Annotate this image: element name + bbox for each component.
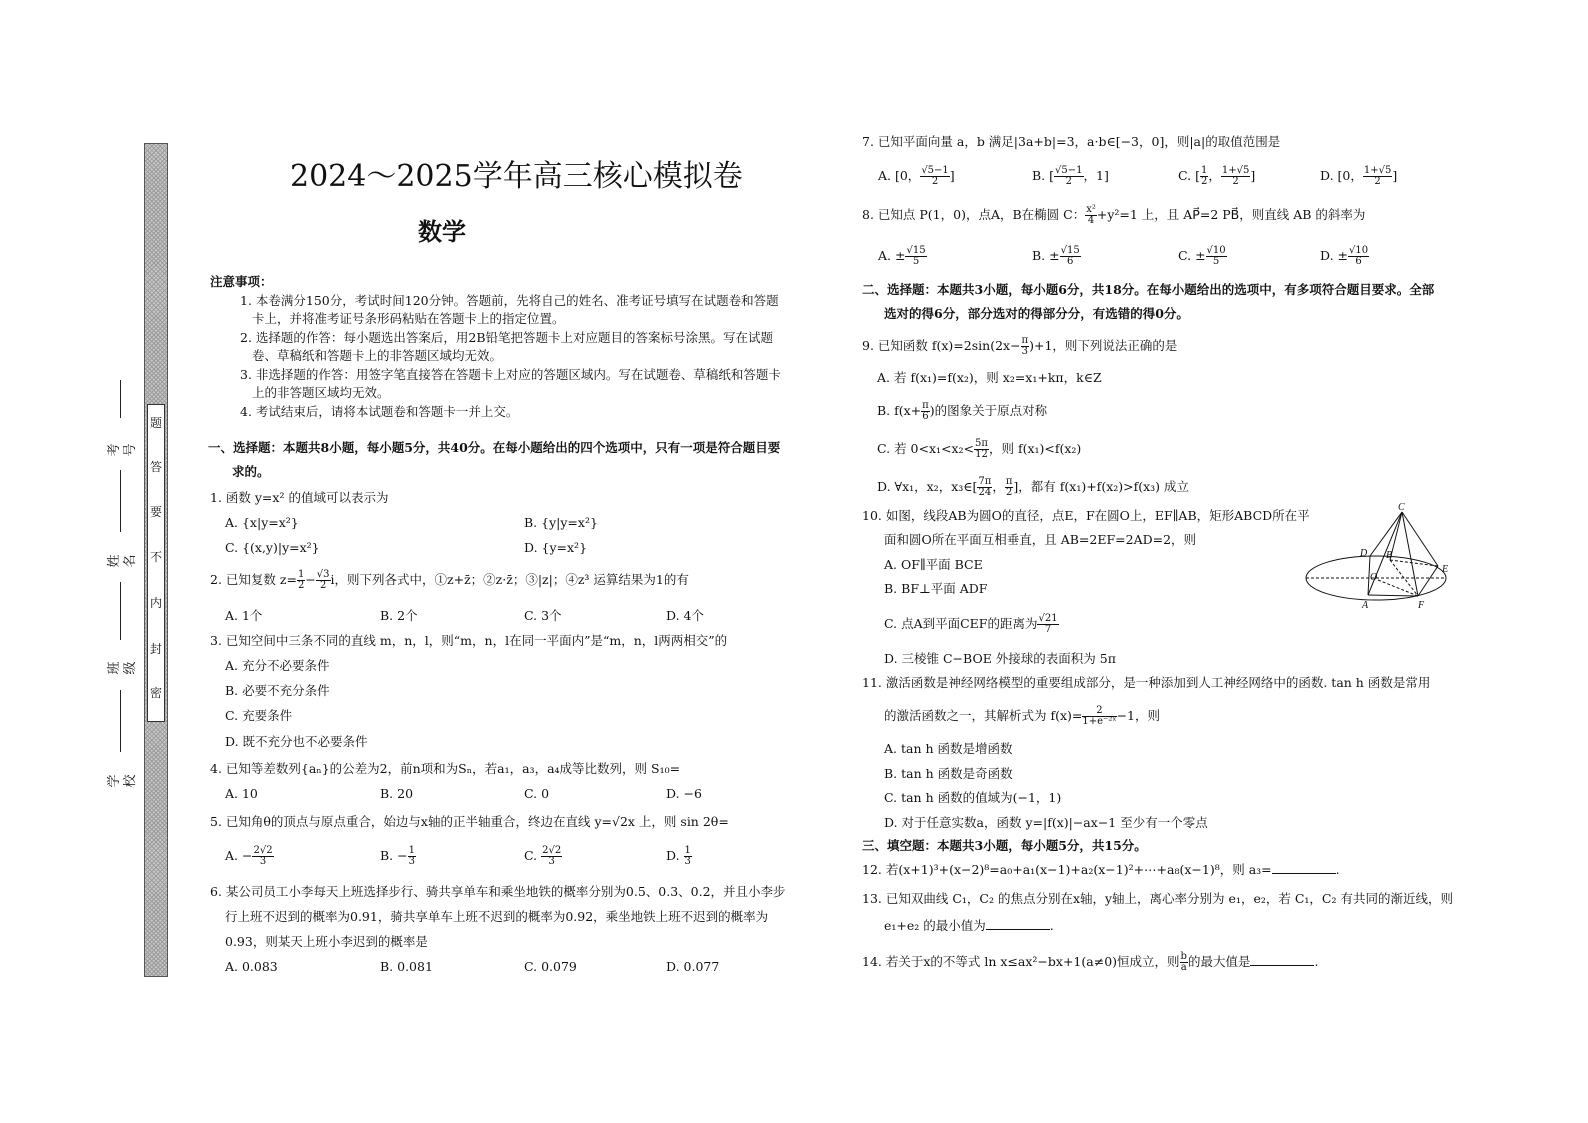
option: C. {(x,y)|y=x²} bbox=[225, 540, 320, 555]
question-stem: 行上班不迟到的概率为0.91，骑共享单车上班不迟到的概率为0.92，乘坐地铁上班不迟到的概率为 bbox=[225, 909, 769, 924]
label-e: E bbox=[1442, 564, 1449, 575]
notice-item: 1. 本卷满分150分，考试时间120分钟。答题前，先将自己的姓名、准考证号填写在试题卷和答题 bbox=[240, 293, 779, 308]
option: D. ± $\frac{√10}{6}$ bbox=[1320, 245, 1369, 267]
option: D. 既不充分也不必要条件 bbox=[225, 734, 368, 749]
subject-title: 数学 bbox=[418, 217, 466, 246]
section-heading: 二、选择题：本题共3小题，每小题6分，共18分。在每小题给出的选项中，有多项符合题目要求。全部 bbox=[862, 282, 1435, 297]
option: C. 充要条件 bbox=[225, 708, 293, 723]
option: D. {y=x²} bbox=[524, 540, 588, 555]
question-stem: 6. 某公司员工小李每天上班选择步行、骑共享单车和乘坐地铁的概率分别为0.5、0.3、0.2，并且小李步 bbox=[210, 884, 786, 899]
strip-char: 封 bbox=[150, 642, 163, 656]
option: D. 4个 bbox=[666, 608, 704, 623]
question-stem: 8. 已知点 P(1，0)，点A，B在椭圆 C： $\frac{\text{x²}}{4}$ +y²=1 上，且 AP⃗=2 PB⃗，则直线 AB 的斜率为 bbox=[862, 204, 1366, 226]
section-heading: 求的。 bbox=[232, 464, 270, 479]
class-label: 班级 bbox=[107, 661, 138, 675]
option: D. ∀x₁，x₂，x₃∈[ $\frac{7\pi}{24}$ ， $\frac{\pi}{2}$ ]，都有 f(x₁)+f(x₂)>f(x₃) 成立 bbox=[877, 476, 1190, 498]
school-line bbox=[120, 690, 121, 752]
section-heading: 一、选择题：本题共8小题，每小题5分，共40分。在每小题给出的四个选项中，只有一项是符合题目要 bbox=[208, 440, 781, 455]
label-a: A bbox=[1362, 600, 1369, 611]
label-d: D bbox=[1360, 548, 1368, 559]
option: D. −6 bbox=[666, 786, 702, 801]
option: B. [ $\frac{√5-1}{2}$ ，1] bbox=[1032, 165, 1109, 187]
notice-item: 3. 非选择题的作答：用签字笔直接答在答题卡上对应的答题区域内。写在试题卷、草稿纸和答题卡 bbox=[240, 367, 781, 382]
option: A. 1个 bbox=[225, 608, 263, 623]
exam-number-line bbox=[120, 380, 121, 418]
option: A. [0， $\frac{√5-1}{2}$ ] bbox=[878, 165, 955, 187]
name-line bbox=[120, 470, 121, 532]
strip-char: 密 bbox=[150, 686, 163, 700]
option: B. ± $\frac{√15}{6}$ bbox=[1032, 245, 1080, 267]
option: A. tan h 函数是增函数 bbox=[884, 741, 1013, 756]
question-stem: 面和圆O所在平面互相垂直，且 AB=2EF=2AD=2，则 bbox=[884, 532, 1197, 547]
option: D. 三棱锥 C−BOE 外接球的表面积为 5π bbox=[884, 651, 1116, 666]
question-stem: 14. 若关于x的不等式 ln x≤ax²−bx+1(a≠0)恒成立，则 $\frac{b}{a}$ 的最大值是 . bbox=[862, 951, 1319, 973]
option: A. − $\frac{2√2}{3}$ bbox=[225, 845, 273, 867]
question-stem: 3. 已知空间中三条不同的直线 m，n，l，则“m，n，l在同一平面内”是“m，n，l两两相交”的 bbox=[210, 633, 728, 648]
question-stem: 1. 函数 y=x² 的值域可以表示为 bbox=[210, 490, 389, 505]
option: B. 0.081 bbox=[380, 959, 433, 974]
edge-fe bbox=[1418, 566, 1438, 596]
option: D. 0.077 bbox=[666, 959, 720, 974]
section-heading: 三、填空题：本题共3小题，每小题5分，共15分。 bbox=[862, 838, 1147, 853]
edge-be bbox=[1390, 560, 1438, 566]
option: A. OF∥平面 BCE bbox=[884, 557, 983, 572]
edge-af bbox=[1368, 595, 1418, 596]
option: B. − $\frac{1}{3}$ bbox=[380, 845, 415, 867]
page-title: 2024～2025学年高三核心模拟卷 bbox=[290, 159, 743, 194]
question-stem: 5. 已知角θ的顶点与原点重合，始边与x轴的正半轴重合，终边在直线 y=√2x 上，则 sin 2θ= bbox=[210, 814, 729, 829]
strip-char: 题 bbox=[150, 416, 163, 430]
label-b: B bbox=[1386, 550, 1393, 561]
option: B. f(x+ $\frac{\pi}{6}$ )的图象关于原点对称 bbox=[877, 400, 1048, 422]
option: B. 2个 bbox=[380, 608, 418, 623]
question-stem: e₁+e₂ 的最小值为 . bbox=[884, 918, 1054, 933]
option: B. {y|y=x²} bbox=[524, 515, 598, 530]
option: A. 若 f(x₁)=f(x₂)，则 x₂=x₁+kπ，k∈Z bbox=[877, 370, 1102, 385]
question-stem: 7. 已知平面向量 a，b 满足|3a+b|=3，a·b∈[−3，0]，则|a|的取值范围是 bbox=[862, 134, 1281, 149]
option: C. ± $\frac{√10}{5}$ bbox=[1178, 245, 1226, 267]
question-stem: 10. 如图，线段AB为圆O的直径，点E，F在圆O上，EF∥AB，矩形ABCD所在平 bbox=[862, 508, 1310, 523]
option: C. tan h 函数的值域为(−1，1) bbox=[884, 790, 1062, 805]
notice-item: 卷、草稿纸和答题卡上的非答题区域均无效。 bbox=[252, 348, 503, 363]
option: C. [ $\frac{1}{2}$ ， $\frac{1+√5}{2}$ ] bbox=[1178, 165, 1256, 187]
school-label: 学校 bbox=[107, 774, 138, 788]
option: C. 若 0<x₁<x₂< $\frac{5\pi}{12}$ ，则 f(x₁)<f(x₂) bbox=[877, 438, 1082, 460]
notice-item: 4. 考试结束后，请将本试题卷和答题卡一并上交。 bbox=[240, 404, 519, 419]
option: D. [0， $\frac{1+√5}{2}$ ] bbox=[1320, 165, 1398, 187]
option: C. 点A到平面CEF的距离为 $\frac{√21}{7}$ bbox=[884, 613, 1058, 635]
option: A. ± $\frac{√15}{5}$ bbox=[878, 245, 926, 267]
section-heading: 选对的得6分，部分选对的得部分分，有选错的得0分。 bbox=[884, 306, 1189, 321]
question-stem: 2. 已知复数 z= $\frac{1}{2}$ − $\frac{√3}{2}$ i，则下列各式中，①z+z̄；②z·z̄；③|z|；④z³ 运算结果为1的有 bbox=[210, 569, 689, 591]
question-stem: 9. 已知函数 f(x)=2sin(2x− $\frac{\pi}{3}$ )+1，则下列说法正确的是 bbox=[862, 335, 1178, 357]
option: C. 0 bbox=[524, 786, 550, 801]
answer-blank[interactable] bbox=[986, 919, 1050, 930]
strip-char: 要 bbox=[150, 505, 163, 519]
notice-heading: 注意事项： bbox=[210, 274, 273, 289]
question-stem: 的激活函数之一，其解析式为 f(x)= $\frac{2}{\text{1+e⁻²ˣ}}$ −1，则 bbox=[884, 705, 1161, 727]
option: C. 3个 bbox=[524, 608, 562, 623]
option: B. BF⊥平面 ADF bbox=[884, 581, 988, 596]
option: B. 必要不充分条件 bbox=[225, 683, 330, 698]
option: A. 充分不必要条件 bbox=[225, 658, 330, 673]
name-label: 姓名 bbox=[107, 554, 138, 568]
question-stem: 0.93，则某天上班小李迟到的概率是 bbox=[225, 934, 428, 949]
option: A. 0.083 bbox=[225, 959, 278, 974]
option: A. 10 bbox=[225, 786, 258, 801]
label-o: O bbox=[1370, 572, 1378, 583]
class-line bbox=[120, 582, 121, 640]
label-f: F bbox=[1418, 600, 1425, 611]
notice-item: 上的非答题区域均无效。 bbox=[252, 385, 390, 400]
option: D. 对于任意实数a，函数 y=|f(x)|−ax−1 至少有一个零点 bbox=[884, 815, 1208, 830]
question-stem: 12. 若(x+1)³+(x−2)⁸=a₀+a₁(x−1)+a₂(x−1)²+⋯+a₈(x−1)⁸，则 a₃= . bbox=[862, 862, 1340, 877]
option: B. 20 bbox=[380, 786, 414, 801]
option: C. 0.079 bbox=[524, 959, 577, 974]
question-stem: 13. 已知双曲线 C₁，C₂ 的焦点分别在x轴，y轴上，离心率分别为 e₁，e₂，若 C₁，C₂ 有共同的渐近线，则 bbox=[862, 891, 1453, 906]
geometry-figure bbox=[1298, 500, 1458, 615]
notice-item: 2. 选择题的作答：每小题选出答案后，用2B铅笔把答题卡上对应题目的答案标号涂黑。写在试题 bbox=[240, 330, 774, 345]
label-c: C bbox=[1398, 502, 1405, 513]
question-stem: 11. 激活函数是神经网络模型的重要组成部分，是一种添加到人工神经网络中的函数. tan h 函数是常用 bbox=[862, 675, 1431, 690]
option: B. tan h 函数是奇函数 bbox=[884, 766, 1013, 781]
exam-number-label: 考号 bbox=[107, 443, 138, 457]
answer-blank[interactable] bbox=[1250, 955, 1314, 966]
option: C. $\frac{2√2}{3}$ bbox=[524, 845, 562, 867]
answer-blank[interactable] bbox=[1272, 863, 1336, 874]
strip-char: 答 bbox=[150, 460, 163, 474]
option: D. $\frac{1}{3}$ bbox=[666, 845, 691, 867]
notice-item: 卡上，并将准考证号条形码粘贴在答题卡上的指定位置。 bbox=[252, 311, 565, 326]
option: A. {x|y=x²} bbox=[225, 515, 299, 530]
strip-char: 不 bbox=[150, 550, 163, 564]
question-stem: 4. 已知等差数列{aₙ}的公差为2，前n项和为Sₙ，若a₁，a₃，a₄成等比数列，则 S₁₀= bbox=[210, 761, 681, 776]
strip-char: 内 bbox=[150, 596, 163, 610]
